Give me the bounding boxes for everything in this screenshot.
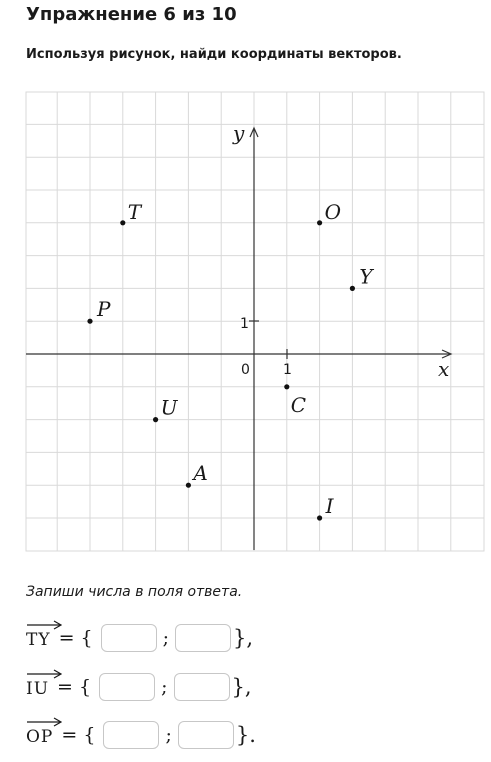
point-T-label: T	[127, 199, 142, 224]
answer-row-op	[26, 718, 256, 752]
answer-input-y[interactable]	[175, 624, 231, 652]
points-layer	[87, 200, 374, 521]
point-U-dot	[153, 417, 158, 422]
separator: ;	[165, 724, 172, 746]
vector-op-label	[26, 723, 53, 747]
point-A-dot	[186, 483, 191, 488]
point-U-label: U	[160, 395, 178, 420]
point-C-label: C	[290, 392, 307, 417]
vector-name: OP	[26, 727, 54, 747]
point-T-dot	[120, 220, 125, 225]
point-C-dot	[284, 384, 289, 389]
x-tick-label: 1	[283, 362, 292, 378]
point-P-label: P	[97, 297, 111, 322]
y-axis-label: y	[233, 121, 245, 145]
separator: ;	[162, 627, 170, 649]
point-I-label: I	[325, 494, 334, 518]
answer-row-iu	[26, 670, 252, 704]
equals-open-brace: = {	[61, 724, 96, 746]
answer-row-ty	[26, 621, 253, 655]
equals-open-brace: = {	[58, 627, 93, 649]
point-O-label: O	[324, 199, 342, 224]
answer-input-y[interactable]	[178, 721, 234, 749]
point-A-label: A	[193, 461, 208, 486]
point-P-dot	[87, 319, 92, 324]
point-Y-label: Y	[359, 264, 373, 289]
instruction-text: Запиши числа в поля ответа.	[26, 584, 243, 600]
answer-input-x[interactable]	[103, 721, 159, 749]
point-I-dot	[317, 515, 322, 520]
separator: ;	[161, 676, 168, 698]
task-text: Используя рисунок, найди координаты векторов.	[26, 47, 402, 62]
answer-input-x[interactable]	[99, 673, 155, 701]
exercise-title: Упражнение 6 из 10	[26, 4, 237, 25]
y-tick-label: 1	[240, 316, 249, 332]
close-brace: },	[233, 626, 254, 650]
x-axis-label: x	[438, 357, 450, 381]
vector-iu-label	[26, 675, 49, 699]
point-Y-dot	[350, 286, 355, 291]
origin-label: 0	[241, 362, 250, 378]
point-O-dot	[317, 220, 322, 225]
vector-name: TY	[26, 630, 51, 650]
answer-input-y[interactable]	[174, 673, 230, 701]
answer-input-x[interactable]	[101, 624, 157, 652]
close-brace: }.	[235, 723, 256, 747]
vector-arrow-icon	[26, 717, 62, 727]
equals-open-brace: = {	[57, 676, 92, 698]
vector-ty-label	[26, 626, 51, 650]
vector-name: IU	[26, 679, 50, 699]
vector-arrow-icon	[26, 620, 62, 630]
close-brace: },	[231, 675, 252, 699]
vector-arrow-icon	[26, 669, 62, 679]
